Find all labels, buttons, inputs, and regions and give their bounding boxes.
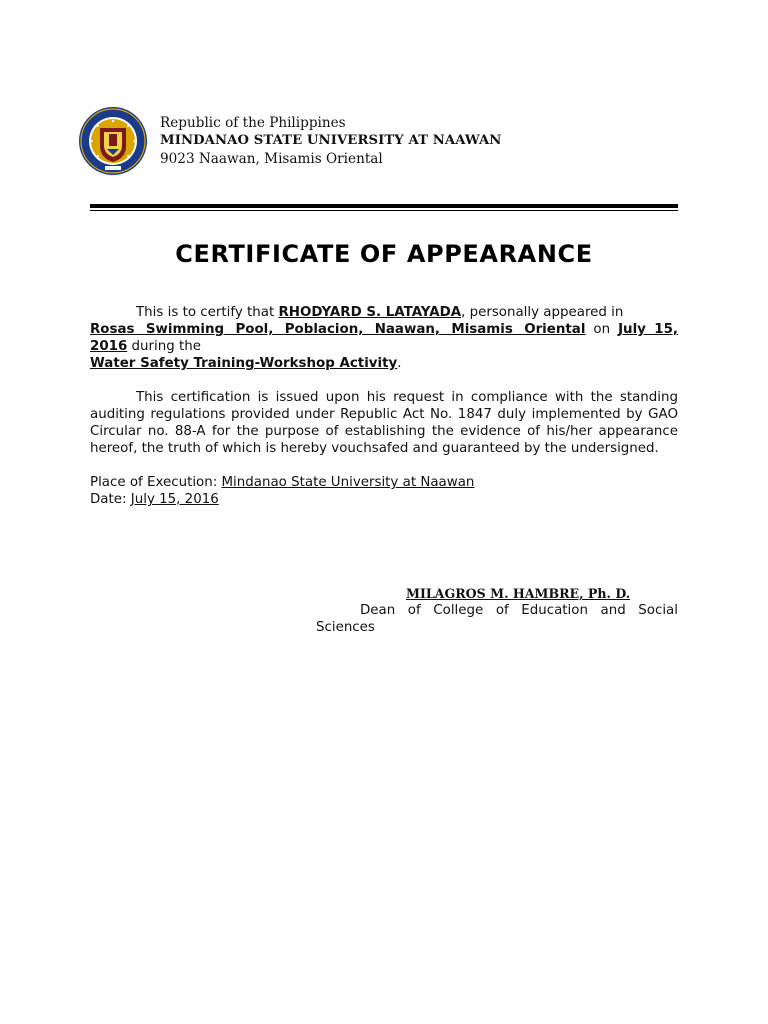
activity-name: Water Safety Training-Workshop Activity xyxy=(90,356,398,371)
event-date-part2: 2016 xyxy=(90,339,128,354)
sentence-period: . xyxy=(397,356,402,371)
letterhead xyxy=(160,114,501,168)
person-name: RHODYARD S. LATAYADA xyxy=(278,305,462,320)
paragraph-appearance xyxy=(90,304,678,372)
signatory-name: MILAGROS M. HAMBRE, Ph. D. xyxy=(406,586,631,601)
university-name: MINDANAO STATE UNIVERSITY AT NAAWAN xyxy=(160,133,502,148)
after-name-text: , personally appeared in xyxy=(461,305,624,320)
paragraph-certification xyxy=(90,389,678,457)
university-seal-icon xyxy=(78,106,148,176)
date-value: July 15, 2016 xyxy=(130,492,219,507)
header-divider-thick xyxy=(90,204,678,208)
lead-text: This is to certify that xyxy=(136,305,279,320)
date-label: Date: xyxy=(90,492,131,507)
execution-details xyxy=(90,474,678,508)
header-divider-thin xyxy=(90,210,678,211)
certificate-title: CERTIFICATE OF APPEARANCE xyxy=(175,240,593,268)
venue: Rosas Swimming Pool, Poblacion, Naawan, Misamis Oriental xyxy=(90,322,586,337)
on-text: on xyxy=(585,322,619,337)
place-value: Mindanao State University at Naawan xyxy=(221,475,475,490)
university-address: 9023 Naawan, Misamis Oriental xyxy=(160,151,383,167)
during-text: during the xyxy=(127,339,201,354)
signatory-position: Dean of College of Education and Social Sciences xyxy=(316,603,678,635)
certificate-body xyxy=(90,304,678,508)
country-line: Republic of the Philippines xyxy=(160,115,346,131)
place-label: Place of Execution: xyxy=(90,475,222,490)
event-date-part1: July 15, xyxy=(618,322,678,337)
certification-text: This certification is issued upon his request in compliance with the standing auditing regulations provided under Republic Act No. 1847 duly implemented by GAO Circular no. 88-A for the purpose of establishing the evidence of his/her appearance hereof, the truth of which is hereby vouchsafed and guaranteed by the undersigned. xyxy=(90,390,678,456)
